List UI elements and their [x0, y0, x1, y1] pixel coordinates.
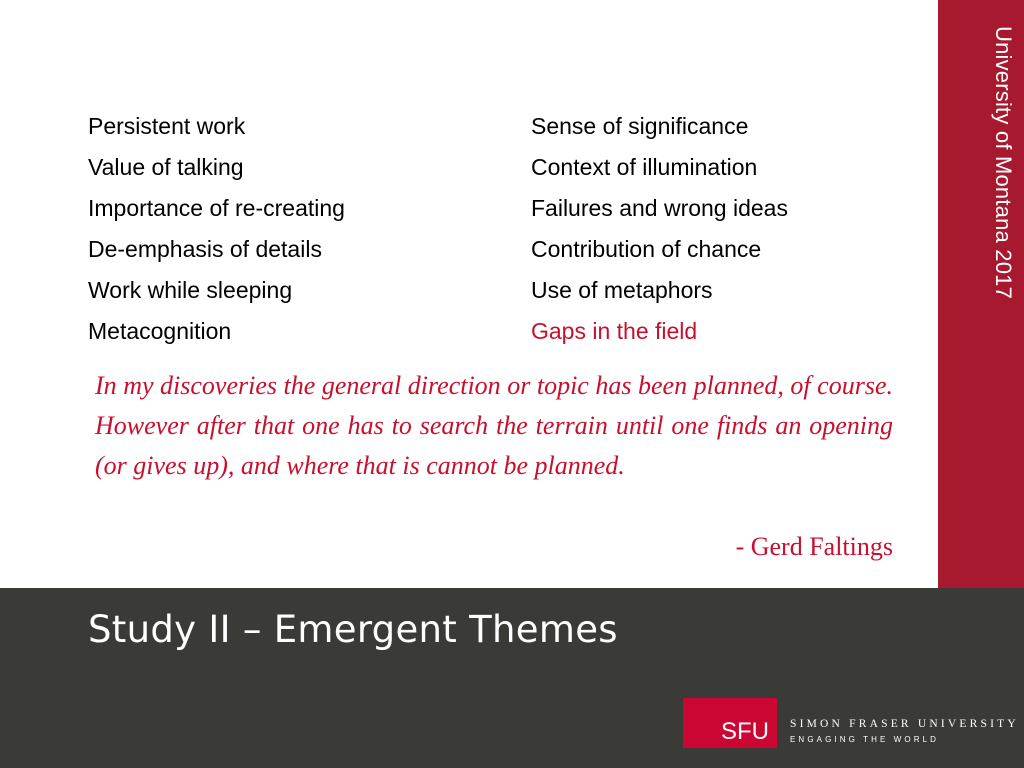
sfu-logo-mark	[683, 698, 777, 748]
side-band-text: University of Montana 2017	[991, 26, 1016, 300]
theme-item: Persistent work	[88, 113, 246, 139]
theme-item-highlighted: Gaps in the field	[531, 318, 698, 344]
theme-item: Sense of significance	[531, 113, 749, 139]
quote-attribution: - Gerd Faltings	[735, 532, 893, 561]
theme-item: Use of metaphors	[531, 277, 713, 303]
theme-item: De-emphasis of details	[88, 236, 322, 262]
quote-text: In my discoveries the general direction or topic has been planned, of course. However after that one has to search the terrain until one finds an opening (or gives up), and where that is cannot be planned.	[95, 371, 893, 480]
theme-item: Context of illumination	[531, 154, 758, 180]
themes-left-column	[88, 106, 345, 352]
theme-item: Metacognition	[88, 318, 232, 344]
theme-item: Value of talking	[88, 154, 244, 180]
theme-item: Importance of re-creating	[88, 195, 345, 221]
sfu-logo-mark-text: SFU	[721, 718, 769, 745]
university-tagline: ENGAGING THE WORLD	[790, 735, 939, 744]
theme-item: Failures and wrong ideas	[531, 195, 788, 221]
slide-title: Study II – Emergent Themes	[88, 608, 618, 651]
university-name: SIMON FRASER UNIVERSITY	[790, 718, 1019, 730]
themes-right-column	[531, 106, 788, 352]
theme-item: Work while sleeping	[88, 277, 293, 303]
theme-item: Contribution of chance	[531, 236, 762, 262]
